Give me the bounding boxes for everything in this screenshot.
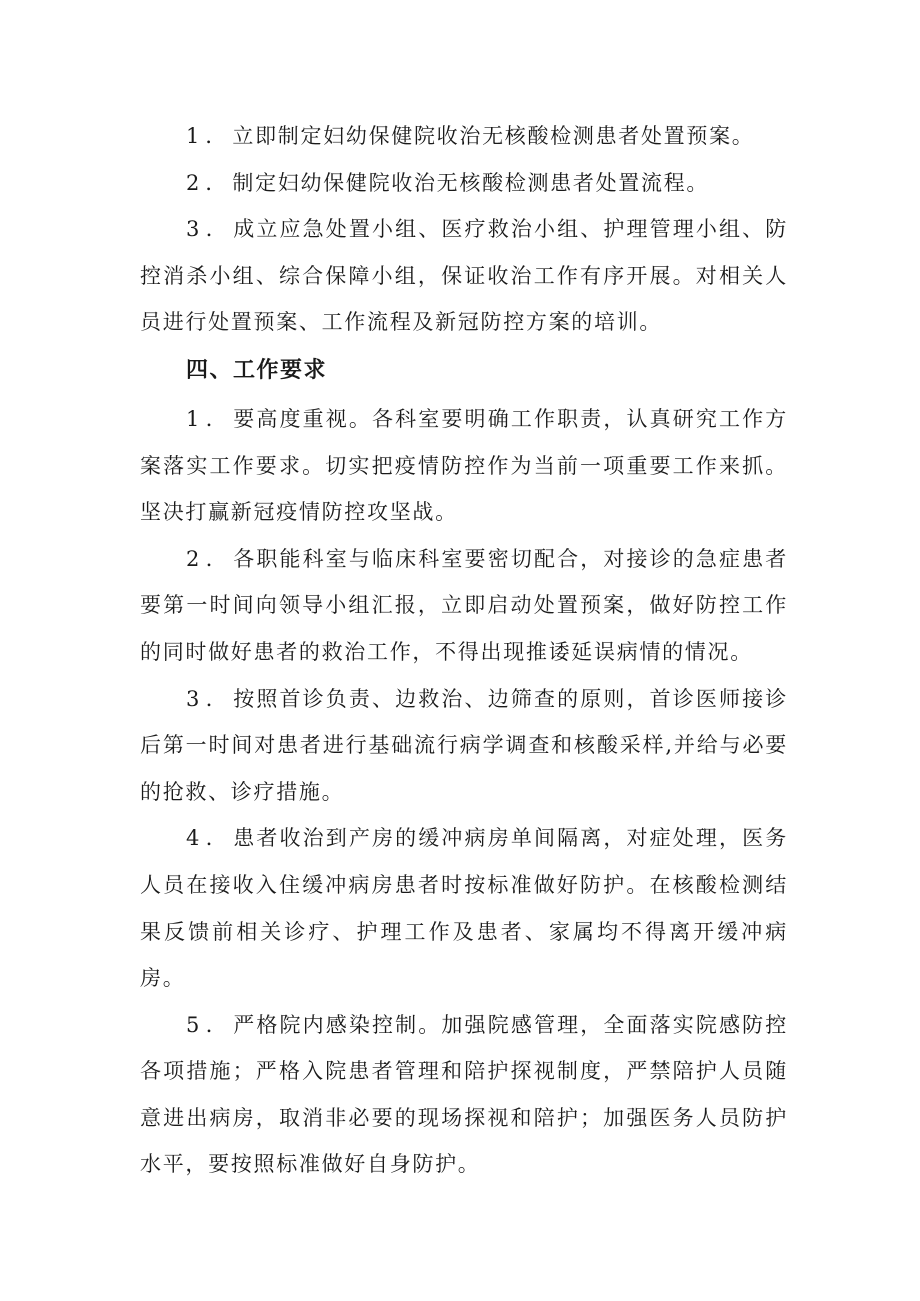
list-item — [140, 160, 788, 207]
item-text: 患者收治到产房的缓冲病房单间隔离，对症处理，医务人员在接收入住缓冲病房患者时按标准做好防护。在核酸检测结果反馈前相关诊疗、护理工作及患者、家属均不得离开缓冲病房。 — [140, 826, 788, 991]
item-number: 3． — [186, 217, 234, 242]
section-heading: 四、工作要求 — [186, 357, 328, 383]
item-text: 要高度重视。各科室要明确工作职责，认真研究工作方案落实工作要求。切实把疫情防控作为当前一项重要工作来抓。坚决打赢新冠疫情防控攻坚战。 — [140, 406, 788, 525]
item-text: 成立应急处置小组、医疗救治小组、护理管理小组、防控消杀小组、综合保障小组，保证收治工作有序开展。对相关人员进行处置预案、工作流程及新冠防控方案的培训。 — [140, 217, 788, 335]
item-text: 制定妇幼保健院收治无核酸检测患者处置流程。 — [232, 170, 710, 195]
list-item — [140, 536, 788, 676]
list-item — [140, 113, 788, 160]
list-item — [140, 676, 788, 816]
item-number: 4． — [186, 826, 234, 851]
item-text: 按照首诊负责、边救治、边筛查的原则，首诊医师接诊后第一时间对患者进行基础流行病学调查和核酸采样,并给与必要的抢救、诊疗措施。 — [140, 686, 788, 804]
item-number: 5． — [186, 1012, 234, 1037]
list-item — [140, 396, 788, 536]
item-text: 立即制定妇幼保健院收治无核酸检测患者处置预案。 — [232, 124, 755, 148]
item-number: 2． — [186, 170, 233, 195]
item-number: 1． — [186, 124, 233, 148]
list-item — [140, 815, 788, 1001]
item-number: 1． — [186, 406, 234, 431]
item-text: 各职能科室与临床科室要密切配合，对接诊的急症患者要第一时间向领导小组汇报，立即启动处置预案，做好防控工作的同时做好患者的救治工作，不得出现推诿延误病情的情况。 — [140, 546, 788, 664]
document-body — [140, 113, 788, 1188]
list-item — [140, 1002, 788, 1188]
item-text: 严格院内感染控制。加强院感管理，全面落实院感防控各项措施；严格入院患者管理和陪护探视制度，严禁陪护人员随意进出病房，取消非必要的现场探视和陪护；加强医务人员防护水平，要按照标准做好自身防护。 — [140, 1012, 788, 1177]
item-number: 3． — [186, 686, 234, 711]
item-number: 2． — [186, 546, 234, 571]
list-item — [140, 206, 788, 346]
